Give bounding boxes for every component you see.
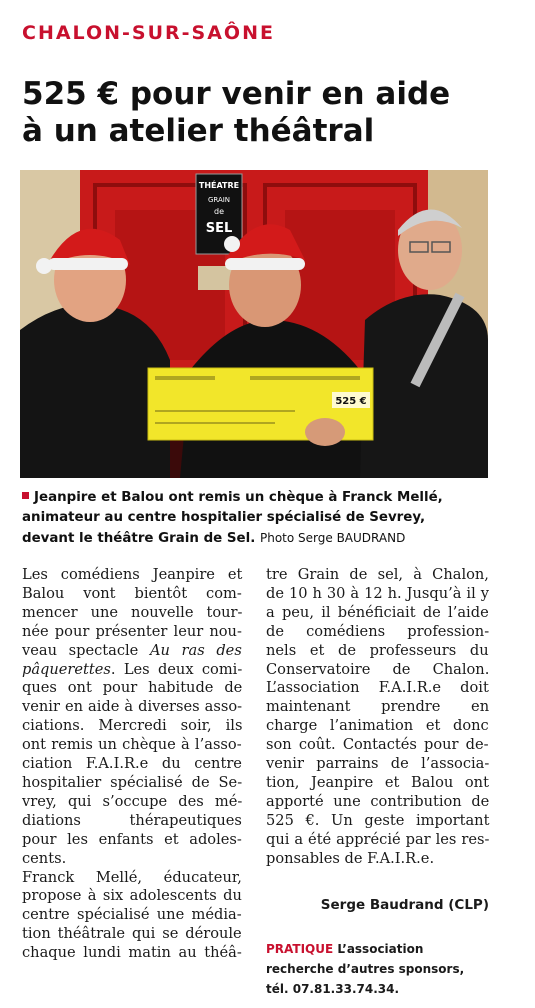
cheque	[148, 368, 373, 446]
body-line: diations thérapeutiques	[22, 811, 242, 829]
pratique-line: tél. 07.81.33.74.34.	[266, 982, 400, 996]
body-line: de comédiens profession-	[266, 622, 490, 640]
body-line: son coût. Contactés pour de-	[266, 736, 489, 754]
body-line: de 10 h 30 à 12 h. Jusqu’à il y	[266, 584, 489, 602]
section-kicker: CHALON-SUR-SAÔNE	[22, 22, 275, 44]
pratique-box	[266, 939, 489, 999]
body-line: 525 €. Un geste important	[266, 811, 490, 829]
body-line: qui a été apprécié par les res-	[266, 830, 490, 848]
pratique-text: L’association	[337, 942, 424, 956]
body-line: maintenant prendre en	[266, 698, 490, 716]
caption-text: Jeanpire et Balou ont remis un chèque à Franck Mellé,	[34, 490, 443, 505]
body-line: mencer une nouvelle tour-	[22, 603, 243, 621]
body-line: ques ont pour habitude de	[22, 679, 243, 697]
pratique-line	[266, 939, 489, 959]
caption-line: animateur au centre hospitalier spécialisé de Sevrey,	[22, 510, 426, 525]
body-line: tion théâtrale qui se déroule	[22, 925, 242, 943]
body-line: tre Grain de sel, à Chalon,	[266, 566, 489, 583]
body-line: née pour présenter leur nou-	[22, 622, 242, 640]
body-line: Les comédiens Jeanpire et	[22, 566, 243, 583]
caption-bullet	[22, 492, 29, 499]
body-line: ponsables de F.A.I.R.e.	[266, 849, 435, 867]
body-line: centre spécialisé une média-	[22, 906, 242, 924]
author-signature: Serge Baudrand (CLP)	[320, 897, 489, 913]
body-line: chaque lundi matin au théâ-	[22, 944, 242, 962]
sign-text: GRAIN	[207, 196, 231, 204]
body-line: Conservatoire de Chalon.	[266, 660, 490, 678]
photo-illustration	[20, 170, 488, 478]
body-line: L’association F.A.I.R.e doit	[266, 679, 489, 697]
headline-line: 525 € pour venir en aide	[22, 76, 451, 112]
caption-line	[22, 528, 502, 549]
headline-line: à un atelier théâtral	[22, 113, 375, 149]
body-line: cents.	[22, 849, 67, 867]
headline	[22, 76, 522, 150]
body-line: ciations. Mercredi soir, ils	[22, 717, 243, 735]
body-line: ont remis un chèque à l’asso-	[22, 736, 242, 754]
body-line: pour les enfants et adoles-	[22, 830, 242, 848]
pratique-line: recherche d’autres sponsors,	[266, 962, 465, 976]
sign-text: THÉATRE	[198, 181, 240, 190]
photo-caption	[22, 488, 502, 549]
photo-credit: Photo Serge BAUDRAND	[259, 531, 406, 545]
body-line: propose à six adolescents du	[22, 887, 242, 905]
pratique-tag: PRATIQUE	[266, 942, 334, 956]
body-line: nels et de professeurs du	[266, 641, 489, 659]
article-photo	[20, 170, 488, 478]
body-line: apporté une contribution de	[266, 792, 490, 810]
body-column-right	[266, 566, 489, 869]
cheque-amount: 525 €	[335, 396, 367, 407]
body-line: vrey, qui s’occupe des mé-	[22, 792, 243, 810]
body-line: Balou vont bientôt com-	[22, 584, 242, 602]
sign-text: SEL	[205, 221, 233, 236]
body-line: Franck Mellé, éducateur,	[22, 868, 242, 886]
body-line: veau spectacle Au ras des	[22, 641, 242, 659]
caption-line	[22, 488, 502, 508]
body-line: ciation F.A.I.R.e du centre	[22, 755, 242, 773]
caption-text: devant le théâtre Grain de Sel.	[22, 531, 256, 546]
body-column-left	[22, 566, 242, 963]
sign-text: de	[214, 207, 224, 216]
body-line: tion, Jeanpire et Balou ont	[266, 773, 489, 791]
body-line: venir en aide à diverses asso-	[22, 698, 243, 716]
body-line: charge l’animation et donc	[266, 717, 489, 735]
body-line: pâquerettes. Les deux comi-	[22, 660, 243, 678]
body-line: a peu, il bénéficiait de l’aide	[266, 603, 489, 621]
body-line: venir parrains de l’associa-	[266, 755, 490, 773]
body-line: hospitalier spécialisé de Se-	[22, 773, 243, 791]
